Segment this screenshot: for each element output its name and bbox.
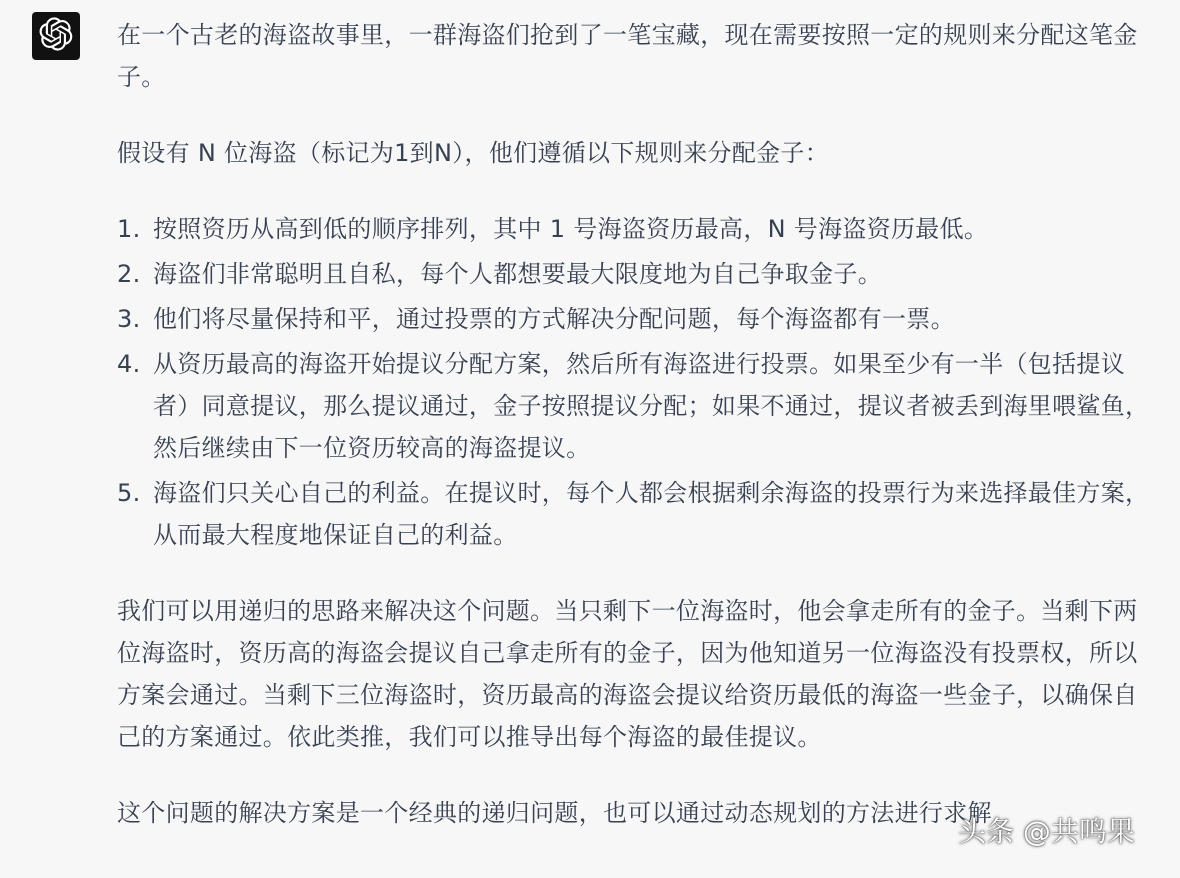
assumption-paragraph: 假设有 N 位海盗（标记为1到N），他们遵循以下规则来分配金子：: [117, 139, 830, 167]
conclusion-paragraph: 这个问题的解决方案是一个经典的递归问题，也可以通过动态规划的方法进行求解: [117, 799, 992, 827]
openai-logo-icon: [39, 17, 73, 55]
list-item: [117, 208, 1157, 250]
watermark: 头条 @共鸣果: [958, 815, 1135, 848]
list-item-text: 海盗们只关心自己的利益。在提议时，每个人都会根据剩余海盗的投票行为来选择最佳方案，从而最大程度地保证自己的利益。: [153, 479, 1150, 549]
list-item: [117, 472, 1157, 556]
list-item-number: 3.: [117, 305, 141, 333]
list-item-text: 海盗们非常聪明且自私，每个人都想要最大限度地为自己争取金子。: [153, 260, 882, 288]
list-item-number: 4.: [117, 350, 141, 378]
list-item-number: 5.: [117, 479, 141, 507]
list-item-text: 按照资历从高到低的顺序排列，其中 1 号海盗资历最高，N 号海盗资历最低。: [153, 215, 989, 243]
recursion-paragraph: 我们可以用递归的思路来解决这个问题。当只剩下一位海盗时，他会拿走所有的金子。当剩下两位海盗时，资历高的海盗会提议自己拿走所有的金子，因为他知道另一位海盗没有投票权，所以方案会通过。当剩下三位海盗时，资历最高的海盗会提议给资历最低的海盗一些金子，以确保自己的方案通过。依此类推，我们可以推导出每个海盗的最佳提议。: [117, 597, 1138, 751]
list-item: [117, 343, 1157, 469]
message-content: [117, 14, 1157, 834]
list-item-number: 2.: [117, 260, 141, 288]
list-item-text: 他们将尽量保持和平，通过投票的方式解决分配问题，每个海盗都有一票。: [153, 305, 955, 333]
list-item-number: 1.: [117, 215, 141, 243]
assistant-avatar: [32, 12, 80, 60]
intro-paragraph: 在一个古老的海盗故事里，一群海盗们抢到了一笔宝藏，现在需要按照一定的规则来分配这笔金子。: [117, 21, 1138, 91]
list-item: [117, 298, 1157, 340]
rules-list: [117, 208, 1157, 556]
list-item: [117, 253, 1157, 295]
list-item-text: 从资历最高的海盗开始提议分配方案，然后所有海盗进行投票。如果至少有一半（包括提议者）同意提议，那么提议通过，金子按照提议分配；如果不通过，提议者被丢到海里喂鲨鱼，然后继续由下一位资历较高的海盗提议。: [153, 350, 1150, 462]
